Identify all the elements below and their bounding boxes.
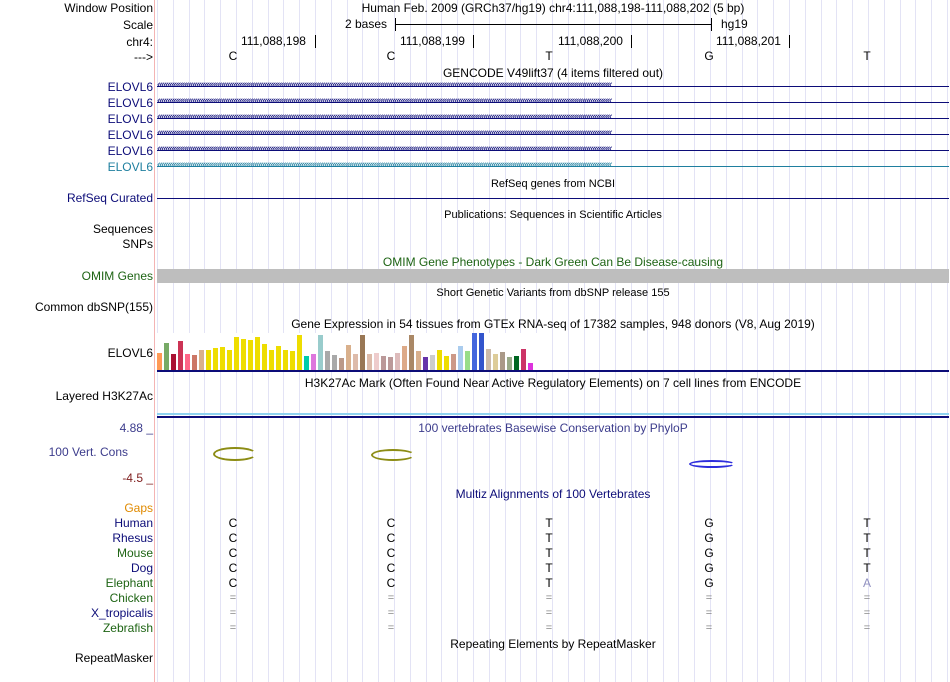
aligned-base: C [386,576,396,590]
coordinate-3-tick [631,35,632,48]
scale-label: Scale [122,18,153,32]
h3k27ac-track-title[interactable]: H3K27Ac Mark (Often Found Near Active Regulatory Elements) on 7 cell lines from ENCODE [304,376,802,390]
gtex-track-title[interactable]: Gene Expression in 54 tissues from GTEx RNA-seq of 17382 samples, 948 donors (V8, Aug 2019) [291,317,815,331]
scale-value: 2 bases [345,17,388,31]
refseq-track-label[interactable]: RefSeq Curated [66,191,153,205]
gtex-tissue-bar[interactable] [381,356,386,370]
gencode-gene-label[interactable]: ELOVL6 [107,112,153,126]
gtex-tissue-bar[interactable] [430,355,435,370]
aligned-base: C [386,546,396,560]
gtex-tissue-bar[interactable] [514,356,519,370]
scale-bar [395,24,711,25]
gencode-gene-label[interactable]: ELOVL6 [107,128,153,142]
gtex-tissue-bar[interactable] [528,363,533,370]
gtex-tissue-bar[interactable] [325,351,330,370]
gtex-tissue-bar[interactable] [339,358,344,370]
gtex-tissue-bar[interactable] [451,354,456,370]
aligned-base: T [863,531,871,545]
gtex-tissue-bar[interactable] [262,344,267,370]
gtex-tissue-bar[interactable] [465,351,470,370]
conservation-max-label: 4.88 _ [119,421,153,435]
gencode-gene-model[interactable] [157,162,949,172]
h3k27ac-track-label[interactable]: Layered H3K27Ac [55,389,153,403]
aligned-base: = [229,592,237,604]
coordinate-2-tick [473,35,474,48]
gtex-tissue-bar[interactable] [346,345,351,370]
aligned-base: C [228,546,238,560]
aligned-base: = [705,622,713,634]
gtex-tissue-bar[interactable] [500,352,505,370]
aligned-base: = [705,592,713,604]
phylop-score-mark[interactable] [689,460,735,468]
gtex-expression-chart[interactable] [157,333,537,370]
aligned-base: T [545,516,553,530]
aligned-base: C [228,516,238,530]
gtex-tissue-bar[interactable] [157,353,162,370]
aligned-base: C [228,531,238,545]
species-label[interactable]: X_tropicalis [90,606,153,620]
gencode-gene-model[interactable] [157,82,949,92]
gtex-tissue-bar[interactable] [311,354,316,370]
gencode-gene-label[interactable]: ELOVL6 [107,96,153,110]
aligned-base: = [229,622,237,634]
aligned-base: = [545,622,553,634]
coordinate-2: 111,088,199 [400,34,465,48]
aligned-base: G [704,576,714,590]
coordinate-3: 111,088,200 [558,34,623,48]
publications-track-title[interactable]: Publications: Sequences in Scientific Articles [444,209,662,221]
ref-base[interactable]: G [704,49,714,63]
aligned-base: T [863,546,871,560]
aligned-base: = [863,607,871,619]
strand-label: ---> [134,50,153,64]
omim-track-title[interactable]: OMIM Gene Phenotypes - Dark Green Can Be Disease-causing [382,255,724,269]
gtex-tissue-bar[interactable] [185,354,190,370]
gtex-tissue-bar[interactable] [192,355,197,370]
gtex-tissue-bar[interactable] [318,335,323,370]
aligned-base: = [387,622,395,634]
gtex-tissue-bar[interactable] [409,335,414,370]
gtex-tissue-bar[interactable] [283,350,288,370]
assembly-position: Human Feb. 2009 (GRCh37/hg19) chr4:111,088,198-111,088,202 (5 bp) [361,1,745,15]
strand-arrows: ‹‹‹‹‹‹‹‹‹‹‹‹‹‹‹‹‹‹‹‹‹‹‹‹‹‹‹‹‹‹‹‹‹‹‹‹‹‹‹‹‹‹‹‹‹‹‹‹‹‹‹‹‹‹‹‹‹‹‹‹‹‹‹‹‹‹‹‹‹‹‹‹‹‹‹‹‹‹‹‹‹‹‹‹‹‹‹‹‹‹‹‹‹‹‹‹‹‹‹‹‹‹‹‹‹‹‹‹‹‹‹‹‹‹‹‹‹‹‹‹‹‹‹‹‹‹‹‹‹‹‹‹‹‹‹‹‹‹‹‹‹‹‹‹‹‹‹‹‹‹‹‹‹‹‹‹‹‹‹‹‹‹‹‹‹‹‹‹‹‹‹‹‹‹‹‹‹‹‹‹‹‹‹‹‹‹‹‹‹‹‹‹‹‹‹‹‹‹‹‹‹‹‹‹‹‹‹‹‹‹‹‹‹‹‹‹‹‹‹‹ [157,114,611,123]
gtex-tissue-bar[interactable] [297,335,302,370]
strand-arrows: ‹‹‹‹‹‹‹‹‹‹‹‹‹‹‹‹‹‹‹‹‹‹‹‹‹‹‹‹‹‹‹‹‹‹‹‹‹‹‹‹‹‹‹‹‹‹‹‹‹‹‹‹‹‹‹‹‹‹‹‹‹‹‹‹‹‹‹‹‹‹‹‹‹‹‹‹‹‹‹‹‹‹‹‹‹‹‹‹‹‹‹‹‹‹‹‹‹‹‹‹‹‹‹‹‹‹‹‹‹‹‹‹‹‹‹‹‹‹‹‹‹‹‹‹‹‹‹‹‹‹‹‹‹‹‹‹‹‹‹‹‹‹‹‹‹‹‹‹‹‹‹‹‹‹‹‹‹‹‹‹‹‹‹‹‹‹‹‹‹‹‹‹‹‹‹‹‹‹‹‹‹‹‹‹‹‹‹‹‹‹‹‹‹‹‹‹‹‹‹‹‹‹‹‹‹‹‹‹‹‹‹‹‹‹‹‹‹‹‹‹ [157,98,611,107]
gaps-label[interactable]: Gaps [124,501,153,515]
gtex-tissue-bar[interactable] [479,333,484,370]
gtex-tissue-bar[interactable] [388,357,393,370]
gencode-gene-model[interactable] [157,146,949,156]
strand-arrows: ‹‹‹‹‹‹‹‹‹‹‹‹‹‹‹‹‹‹‹‹‹‹‹‹‹‹‹‹‹‹‹‹‹‹‹‹‹‹‹‹‹‹‹‹‹‹‹‹‹‹‹‹‹‹‹‹‹‹‹‹‹‹‹‹‹‹‹‹‹‹‹‹‹‹‹‹‹‹‹‹‹‹‹‹‹‹‹‹‹‹‹‹‹‹‹‹‹‹‹‹‹‹‹‹‹‹‹‹‹‹‹‹‹‹‹‹‹‹‹‹‹‹‹‹‹‹‹‹‹‹‹‹‹‹‹‹‹‹‹‹‹‹‹‹‹‹‹‹‹‹‹‹‹‹‹‹‹‹‹‹‹‹‹‹‹‹‹‹‹‹‹‹‹‹‹‹‹‹‹‹‹‹‹‹‹‹‹‹‹‹‹‹‹‹‹‹‹‹‹‹‹‹‹‹‹‹‹‹‹‹‹‹‹‹‹‹‹‹‹‹ [157,162,611,171]
aligned-base: T [863,516,871,530]
phylop-score-mark[interactable] [371,449,415,461]
publications-snps-label[interactable]: SNPs [122,237,153,251]
gtex-tissue-bar[interactable] [248,340,253,370]
strand-arrows: ‹‹‹‹‹‹‹‹‹‹‹‹‹‹‹‹‹‹‹‹‹‹‹‹‹‹‹‹‹‹‹‹‹‹‹‹‹‹‹‹‹‹‹‹‹‹‹‹‹‹‹‹‹‹‹‹‹‹‹‹‹‹‹‹‹‹‹‹‹‹‹‹‹‹‹‹‹‹‹‹‹‹‹‹‹‹‹‹‹‹‹‹‹‹‹‹‹‹‹‹‹‹‹‹‹‹‹‹‹‹‹‹‹‹‹‹‹‹‹‹‹‹‹‹‹‹‹‹‹‹‹‹‹‹‹‹‹‹‹‹‹‹‹‹‹‹‹‹‹‹‹‹‹‹‹‹‹‹‹‹‹‹‹‹‹‹‹‹‹‹‹‹‹‹‹‹‹‹‹‹‹‹‹‹‹‹‹‹‹‹‹‹‹‹‹‹‹‹‹‹‹‹‹‹‹‹‹‹‹‹‹‹‹‹‹‹‹‹‹‹ [157,146,611,155]
gtex-track-label[interactable]: ELOVL6 [107,346,153,360]
gtex-gene-bar[interactable] [157,370,949,372]
gtex-tissue-bar[interactable] [395,353,400,370]
gtex-tissue-bar[interactable] [353,354,358,370]
gtex-tissue-bar[interactable] [507,357,512,370]
gtex-tissue-bar[interactable] [171,354,176,370]
aligned-base: A [862,576,871,590]
phylop-score-mark[interactable] [213,447,257,461]
aligned-base: T [545,561,553,575]
gtex-tissue-bar[interactable] [332,355,337,370]
gtex-tissue-bar[interactable] [213,348,218,370]
gtex-tissue-bar[interactable] [423,357,428,370]
species-label[interactable]: Dog [130,561,153,575]
species-label[interactable]: Chicken [109,591,153,605]
gtex-tissue-bar[interactable] [178,341,183,370]
chrom-label: chr4: [126,35,153,49]
aligned-base: C [386,516,396,530]
gtex-tissue-bar[interactable] [241,339,246,370]
species-label[interactable]: Elephant [105,576,153,590]
gtex-tissue-bar[interactable] [290,351,295,370]
aligned-base: C [386,531,396,545]
scale-assembly: hg19 [721,17,748,31]
coordinate-4-tick [789,35,790,48]
ref-base[interactable]: T [863,49,871,63]
species-label[interactable]: Zebrafish [102,621,153,635]
gencode-gene-model[interactable] [157,114,949,124]
omim-track-label[interactable]: OMIM Genes [81,269,153,283]
gencode-gene-label[interactable]: ELOVL6 [107,80,153,94]
gencode-gene-model[interactable] [157,98,949,108]
multiz-track-title[interactable]: Multiz Alignments of 100 Vertebrates [455,487,651,501]
aligned-base: C [386,561,396,575]
gtex-tissue-bar[interactable] [360,335,365,370]
aligned-base: C [228,561,238,575]
refseq-track-title[interactable]: RefSeq genes from NCBI [490,178,616,190]
scale-bar-right-tick [711,18,712,31]
gtex-tissue-bar[interactable] [437,350,442,370]
scale-bar-left-tick [395,18,396,31]
gencode-gene-model[interactable] [157,130,949,140]
conservation-signal[interactable] [157,440,949,476]
gtex-tissue-bar[interactable] [367,354,372,370]
conservation-track-title[interactable]: 100 vertebrates Basewise Conservation by PhyloP [418,421,688,435]
repeatmasker-track-label[interactable]: RepeatMasker [74,651,153,665]
h3k27ac-baseline [157,416,949,418]
ref-base[interactable]: C [228,49,238,63]
conservation-track-label[interactable]: 100 Vert. Cons [48,445,128,459]
gencode-track-title[interactable]: GENCODE V49lift37 (4 items filtered out) [442,66,664,80]
aligned-base: G [704,516,714,530]
strand-arrows: ‹‹‹‹‹‹‹‹‹‹‹‹‹‹‹‹‹‹‹‹‹‹‹‹‹‹‹‹‹‹‹‹‹‹‹‹‹‹‹‹‹‹‹‹‹‹‹‹‹‹‹‹‹‹‹‹‹‹‹‹‹‹‹‹‹‹‹‹‹‹‹‹‹‹‹‹‹‹‹‹‹‹‹‹‹‹‹‹‹‹‹‹‹‹‹‹‹‹‹‹‹‹‹‹‹‹‹‹‹‹‹‹‹‹‹‹‹‹‹‹‹‹‹‹‹‹‹‹‹‹‹‹‹‹‹‹‹‹‹‹‹‹‹‹‹‹‹‹‹‹‹‹‹‹‹‹‹‹‹‹‹‹‹‹‹‹‹‹‹‹‹‹‹‹‹‹‹‹‹‹‹‹‹‹‹‹‹‹‹‹‹‹‹‹‹‹‹‹‹‹‹‹‹‹‹‹‹‹‹‹‹‹‹‹‹‹‹‹‹‹ [157,130,611,139]
gtex-tissue-bar[interactable] [199,350,204,370]
gtex-tissue-bar[interactable] [269,350,274,370]
publications-sequences-label[interactable]: Sequences [92,222,153,236]
aligned-base: C [228,576,238,590]
aligned-base: T [545,531,553,545]
label-divider [154,0,155,682]
gtex-tissue-bar[interactable] [521,349,526,370]
h3k27ac-signal[interactable] [157,413,949,415]
gencode-gene-label[interactable]: ELOVL6 [107,160,153,174]
species-label[interactable]: Human [114,516,153,530]
aligned-base: = [545,592,553,604]
gtex-tissue-bar[interactable] [486,349,491,370]
gtex-tissue-bar[interactable] [444,356,449,370]
species-label[interactable]: Mouse [116,546,153,560]
coordinate-1-tick [315,35,316,48]
gtex-tissue-bar[interactable] [234,337,239,370]
gtex-tissue-bar[interactable] [164,343,169,370]
gtex-tissue-bar[interactable] [276,346,281,370]
gencode-gene-label[interactable]: ELOVL6 [107,144,153,158]
aligned-base: T [863,561,871,575]
gtex-tissue-bar[interactable] [493,354,498,370]
gtex-tissue-bar[interactable] [458,346,463,370]
omim-gene-bar[interactable] [157,269,949,283]
aligned-base: = [863,592,871,604]
repeatmasker-track-title[interactable]: Repeating Elements by RepeatMasker [450,637,656,651]
gtex-tissue-bar[interactable] [402,346,407,370]
ref-base[interactable]: C [386,49,396,63]
aligned-base: T [545,546,553,560]
aligned-base: G [704,546,714,560]
aligned-base: = [229,607,237,619]
gtex-tissue-bar[interactable] [227,350,232,370]
dbsnp-track-label[interactable]: Common dbSNP(155) [34,300,153,314]
ref-base[interactable]: T [545,49,553,63]
gtex-tissue-bar[interactable] [255,337,260,370]
window-position-label: Window Position [64,1,153,15]
aligned-base: = [387,592,395,604]
gtex-tissue-bar[interactable] [304,356,309,370]
coordinate-1: 111,088,198 [241,34,306,48]
conservation-min-label: -4.5 _ [122,471,153,485]
aligned-base: G [704,531,714,545]
coordinate-4: 111,088,201 [716,34,781,48]
gtex-tissue-bar[interactable] [206,350,211,370]
aligned-base: = [545,607,553,619]
gtex-tissue-bar[interactable] [472,333,477,370]
aligned-base: = [705,607,713,619]
aligned-base: G [704,561,714,575]
gtex-tissue-bar[interactable] [220,347,225,370]
gtex-tissue-bar[interactable] [416,351,421,370]
refseq-gene-line[interactable] [157,198,949,199]
species-label[interactable]: Rhesus [112,531,153,545]
strand-arrows: ‹‹‹‹‹‹‹‹‹‹‹‹‹‹‹‹‹‹‹‹‹‹‹‹‹‹‹‹‹‹‹‹‹‹‹‹‹‹‹‹‹‹‹‹‹‹‹‹‹‹‹‹‹‹‹‹‹‹‹‹‹‹‹‹‹‹‹‹‹‹‹‹‹‹‹‹‹‹‹‹‹‹‹‹‹‹‹‹‹‹‹‹‹‹‹‹‹‹‹‹‹‹‹‹‹‹‹‹‹‹‹‹‹‹‹‹‹‹‹‹‹‹‹‹‹‹‹‹‹‹‹‹‹‹‹‹‹‹‹‹‹‹‹‹‹‹‹‹‹‹‹‹‹‹‹‹‹‹‹‹‹‹‹‹‹‹‹‹‹‹‹‹‹‹‹‹‹‹‹‹‹‹‹‹‹‹‹‹‹‹‹‹‹‹‹‹‹‹‹‹‹‹‹‹‹‹‹‹‹‹‹‹‹‹‹‹‹‹‹‹ [157,82,611,91]
aligned-base: = [863,622,871,634]
dbsnp-track-title[interactable]: Short Genetic Variants from dbSNP release 155 [436,287,670,299]
gtex-tissue-bar[interactable] [374,353,379,370]
aligned-base: = [387,607,395,619]
aligned-base: T [545,576,553,590]
